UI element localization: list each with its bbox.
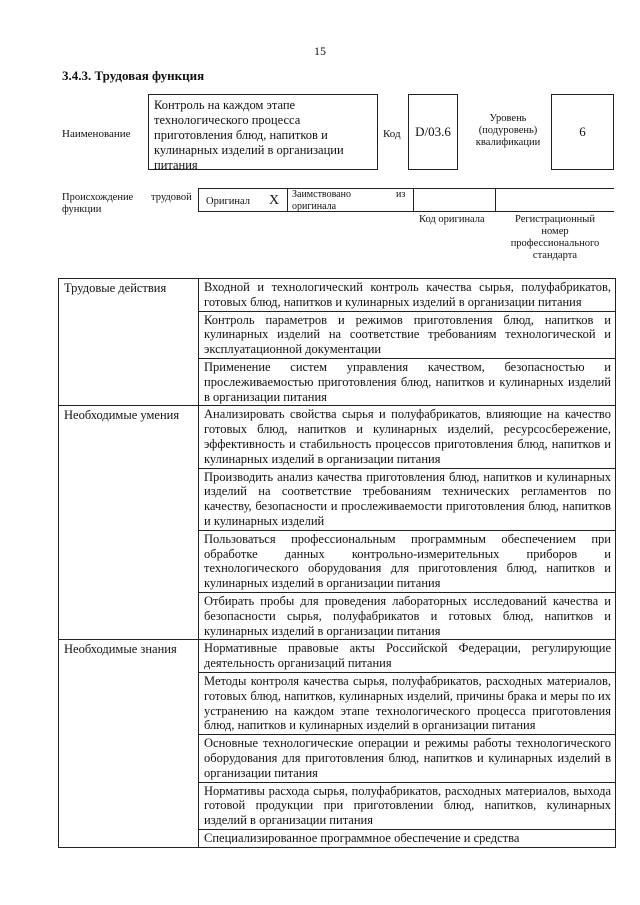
origin-row xyxy=(198,188,614,212)
code-box xyxy=(408,94,458,170)
original-label: Оригинал xyxy=(206,196,250,207)
borrowed-word2: из xyxy=(396,189,406,200)
level-label: Уровень (подуровень) квалификации xyxy=(475,113,541,148)
section-item-text: Анализировать свойства сырья и полуфабрикатов, влияющие на качество готовых блюд, напитков и кулинарных изделий, ресурсосбережение, эффективность и стабильность процессов приготовления блюд, напитков и кулинарных изделий в организации питания xyxy=(199,406,616,468)
name-label: Наименование xyxy=(62,128,131,140)
section-item-text: Нормативы расхода сырья, полуфабрикатов, расходных материалов, выхода готовой продукции при приготовлении блюд, напитков, кулинарных изделий в организации питания xyxy=(199,782,616,829)
level-value: 6 xyxy=(579,124,586,139)
borrowed-word1: Заимствовано xyxy=(292,189,351,200)
section-label: Необходимые знания xyxy=(59,640,199,847)
page-number: 15 xyxy=(314,44,326,58)
table-row xyxy=(59,640,616,673)
function-details-table xyxy=(58,278,616,848)
function-name-box xyxy=(148,94,378,170)
table-row xyxy=(59,406,616,468)
section-item-text: Отбирать пробы для проведения лабораторных исследований качества и безопасности сырья, полуфабрикатов и готовых блюд, напитков и кулинарных изделий в организации питания xyxy=(199,592,616,639)
section-label: Необходимые умения xyxy=(59,406,199,640)
section-item-text: Нормативные правовые акты Российской Федерации, регулирующие деятельность организаций питания xyxy=(199,640,616,673)
origin-label-word2: трудовой xyxy=(151,192,192,203)
section-item-text: Методы контроля качества сырья, полуфабрикатов, расходных материалов, готовых блюд, напитков, кулинарных изделий, причины брака и меры по их устранению на каждом этапе технологического процесса приготовления блюд, напитков и кулинарных изделий в организации питания xyxy=(199,672,616,734)
section-item-text: Контроль параметров и режимов приготовления блюд, напитков и кулинарных изделий на соответствие требованиям технологической и эксплуатационной документации xyxy=(199,311,616,358)
code-value: D/03.6 xyxy=(415,124,451,139)
function-name-value: Контроль на каждом этапе технологического процесса приготовления блюд, напитков и кулинарных изделий в организации питания xyxy=(154,98,344,172)
section-item-text: Входной и технологический контроль качества сырья, полуфабрикатов, готовых блюд, напитков и кулинарных изделий в организации питания xyxy=(199,279,616,312)
origin-label-word3: функции xyxy=(62,204,102,215)
section-label: Трудовые действия xyxy=(59,279,199,406)
section-item-text: Специализированное программное обеспечение и средства xyxy=(199,829,616,847)
code-original-caption: Код оригинала xyxy=(419,214,485,225)
section-title: 3.4.3. Трудовая функция xyxy=(62,68,205,83)
section-item-text: Применение систем управления качеством, безопасностью и прослеживаемостью приготовления блюд, напитков и кулинарных изделий в организации питания xyxy=(199,358,616,405)
reg-number-caption: Регистрационный номер профессионального стандарта xyxy=(510,214,600,261)
code-label: Код xyxy=(383,128,401,140)
table-row xyxy=(59,279,616,312)
origin-label-word1: Происхождение xyxy=(62,192,134,203)
level-box xyxy=(551,94,614,170)
original-mark: X xyxy=(269,193,280,208)
section-item-text: Пользоваться профессиональным программным обеспечением при обработке данных контрольно-измерительных приборов и технологического оборудования для приготовления блюд, напитков и кулинарных изделий в организации питания xyxy=(199,530,616,592)
section-item-text: Основные технологические операции и режимы работы технологического оборудования для приготовления блюд, напитков и кулинарных изделий в организации питания xyxy=(199,735,616,782)
borrowed-word3: оригинала xyxy=(292,201,337,212)
section-item-text: Производить анализ качества приготовления блюд, напитков и кулинарных изделий на соответствие требованиям технических регламентов по качеству, безопасности и прослеживаемости приготовления блюд, напитков и кулинарных изделий xyxy=(199,468,616,530)
